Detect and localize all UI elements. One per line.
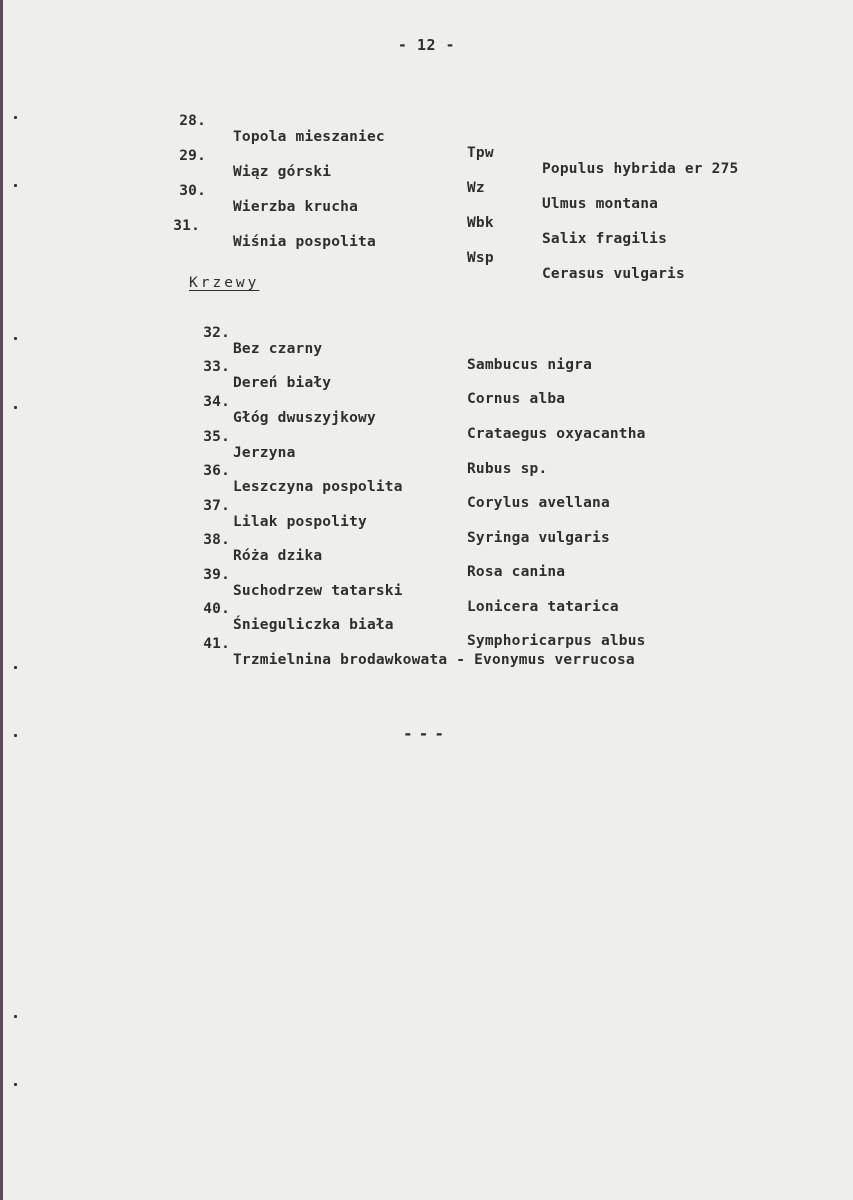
polish-name: Wiśnia pospolita bbox=[233, 234, 376, 250]
item-number: 37. bbox=[203, 498, 230, 514]
latin-name: Syringa vulgaris bbox=[467, 530, 610, 546]
polish-name: Lilak pospolity bbox=[233, 514, 367, 530]
latin-name: Corylus avellana bbox=[467, 495, 610, 511]
latin-name: Lonicera tatarica bbox=[467, 599, 619, 615]
margin-punch-mark bbox=[14, 1083, 17, 1086]
latin-name: Sambucus nigra bbox=[467, 357, 593, 373]
polish-name: Wiąz górski bbox=[233, 164, 332, 180]
page-number: - 12 - bbox=[397, 36, 456, 54]
item-number: 34. bbox=[203, 394, 230, 410]
item-number: 38. bbox=[203, 532, 230, 548]
polish-name: Leszczyna pospolita bbox=[233, 479, 403, 495]
polish-name: Bez czarny bbox=[233, 341, 323, 357]
item-number: 29. bbox=[179, 148, 206, 164]
latin-name: Symphoricarpus albus bbox=[467, 633, 646, 649]
polish-name: Róża dzika bbox=[233, 548, 323, 564]
polish-name: Śnieguliczka biała bbox=[233, 617, 394, 633]
polish-name: Suchodrzew tatarski bbox=[233, 583, 403, 599]
item-number: 32. bbox=[203, 325, 230, 341]
combined-name: Trzmielnina brodawkowata - Evonymus verrucosa bbox=[233, 652, 635, 668]
polish-name: Dereń biały bbox=[233, 375, 332, 391]
item-number: 41. bbox=[203, 636, 230, 652]
latin-name: Populus hybrida er 275 bbox=[542, 161, 739, 177]
latin-name: Salix fragilis bbox=[542, 231, 668, 247]
latin-name: Rosa canina bbox=[467, 564, 566, 580]
end-mark: --- bbox=[403, 724, 450, 743]
item-number: 33. bbox=[203, 359, 230, 375]
item-number: 39. bbox=[203, 567, 230, 583]
item-number: 30. bbox=[179, 183, 206, 199]
margin-punch-mark bbox=[14, 1015, 17, 1018]
polish-name: Jerzyna bbox=[233, 445, 296, 461]
latin-name: Cerasus vulgaris bbox=[542, 266, 685, 282]
item-number: 31. bbox=[173, 218, 200, 234]
latin-name: Cornus alba bbox=[467, 391, 566, 407]
latin-name: Rubus sp. bbox=[467, 461, 548, 477]
item-number: 35. bbox=[203, 429, 230, 445]
item-number: 40. bbox=[203, 601, 230, 617]
abbreviation: Wbk bbox=[467, 215, 494, 231]
list-item bbox=[0, 620, 853, 684]
latin-name: Ulmus montana bbox=[542, 196, 659, 212]
abbreviation: Wsp bbox=[467, 250, 494, 266]
polish-name: Wierzba krucha bbox=[233, 199, 359, 215]
latin-name: Crataegus oxyacantha bbox=[467, 426, 646, 442]
abbreviation: Wz bbox=[467, 180, 485, 196]
section-heading-shrubs: Krzewy bbox=[189, 275, 260, 291]
polish-name: Topola mieszaniec bbox=[233, 129, 385, 145]
item-number: 36. bbox=[203, 463, 230, 479]
abbreviation: Tpw bbox=[467, 145, 494, 161]
polish-name: Głóg dwuszyjkowy bbox=[233, 410, 376, 426]
item-number: 28. bbox=[179, 113, 206, 129]
list-item bbox=[0, 202, 853, 298]
